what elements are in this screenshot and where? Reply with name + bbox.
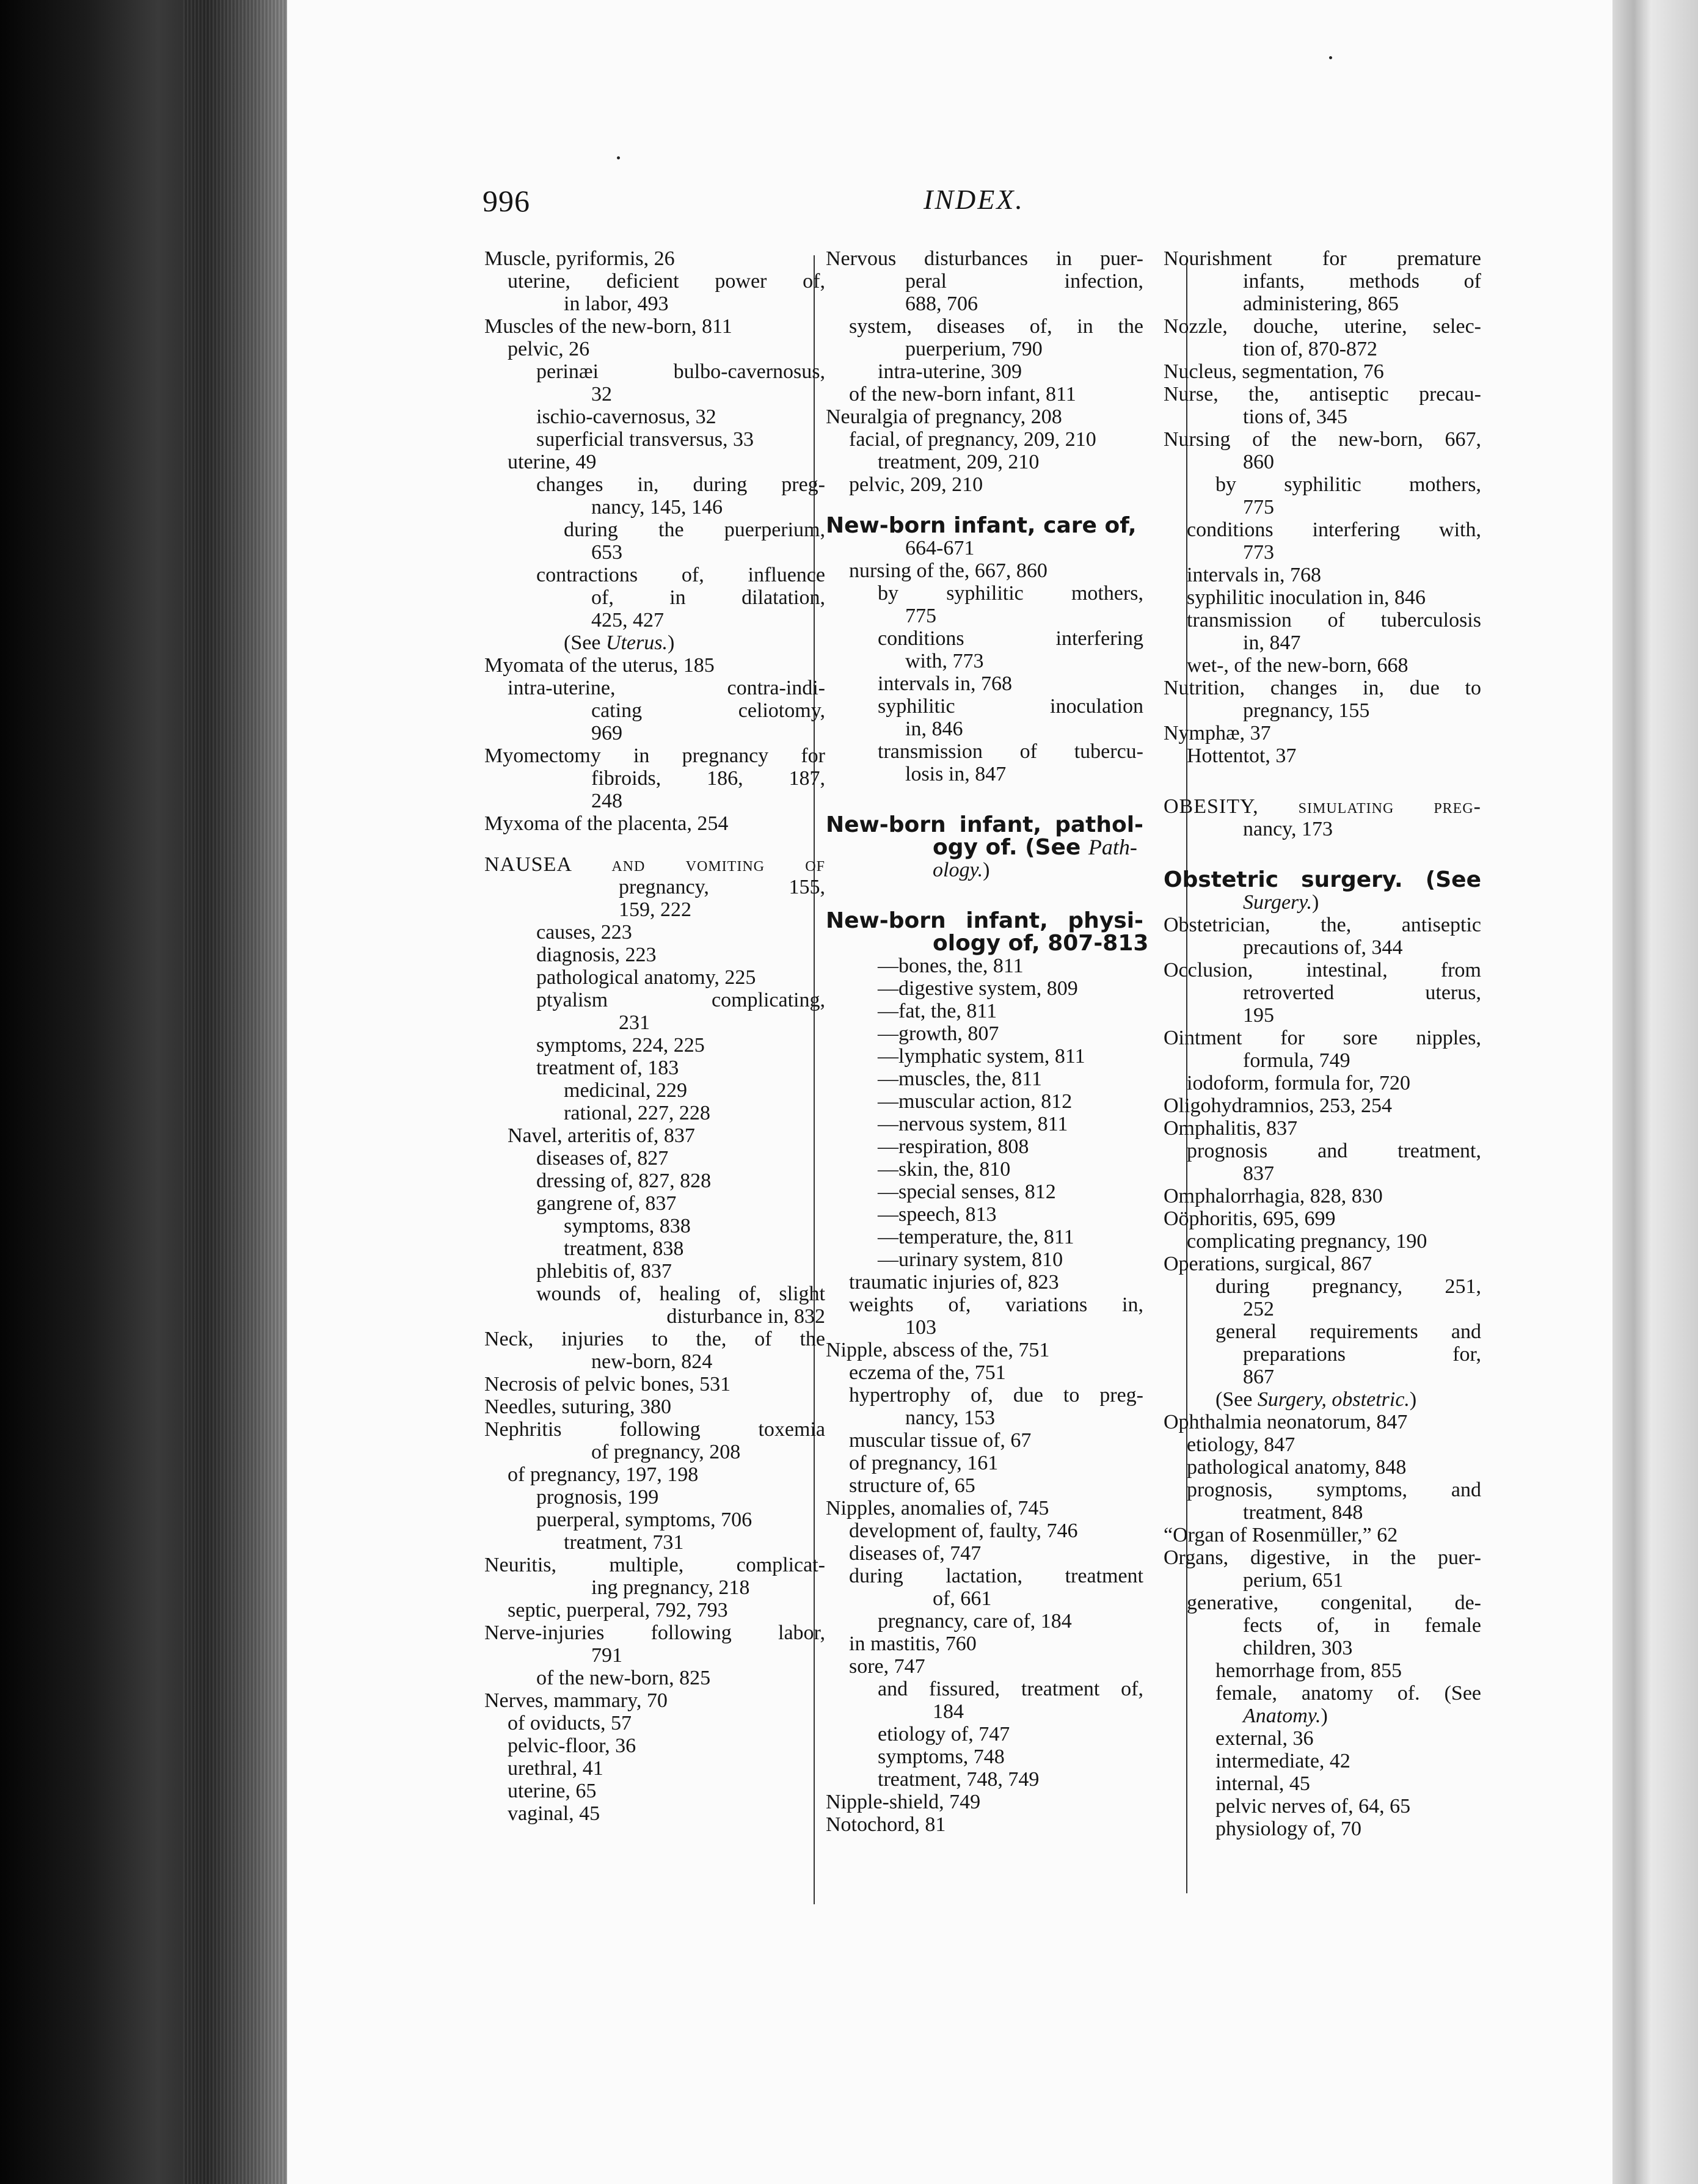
index-entry: —growth, 807 xyxy=(878,1022,999,1045)
index-entry: hypertrophy of, due to preg- xyxy=(849,1384,1143,1407)
cross-reference: Uterus. xyxy=(605,632,668,654)
index-entry: complicating pregnancy, 190 xyxy=(1187,1230,1427,1253)
index-entry: intra-uterine, 309 xyxy=(878,360,1022,383)
index-entry: tions of, 345 xyxy=(1243,406,1347,428)
index-entry: Oöphoritis, 695, 699 xyxy=(1164,1207,1336,1230)
index-entry: pregnancy, 155 xyxy=(1243,699,1370,722)
index-entry: 867 xyxy=(1243,1366,1274,1388)
index-entry: in labor, 493 xyxy=(564,293,669,315)
index-entry: vaginal, 45 xyxy=(508,1802,600,1825)
index-entry: of oviducts, 57 xyxy=(508,1712,632,1734)
index-entry: internal, 45 xyxy=(1215,1772,1310,1795)
index-entry: diseases of, 747 xyxy=(849,1542,982,1565)
index-entry: 159, 222 xyxy=(619,898,691,921)
index-entry: uterine, 49 xyxy=(508,451,597,473)
index-entry: Nucleus, segmentation, 76 xyxy=(1164,360,1384,383)
index-entry: of pregnancy, 161 xyxy=(849,1452,999,1474)
index-entry: 231 xyxy=(619,1011,650,1034)
index-entry: changes in, during preg- xyxy=(536,473,825,496)
index-entry: pregnancy, care of, 184 xyxy=(878,1610,1072,1633)
index-entry: Necrosis of pelvic bones, 531 xyxy=(484,1373,731,1396)
index-entry: Needles, suturing, 380 xyxy=(484,1396,671,1418)
index-entry: treatment, 748, 749 xyxy=(878,1768,1040,1791)
index-entry: intervals in, 768 xyxy=(878,672,1013,695)
index-entry: perium, 651 xyxy=(1243,1569,1344,1592)
index-entry: nancy, 173 xyxy=(1243,818,1333,840)
index-column-1 xyxy=(484,247,825,1825)
index-entry: ing pregnancy, 218 xyxy=(591,1576,750,1599)
index-entry: intra-uterine, contra-indi- xyxy=(508,677,825,699)
index-entry: —special senses, 812 xyxy=(878,1181,1056,1203)
index-entry: losis in, 847 xyxy=(905,763,1007,785)
index-entry: ology.) xyxy=(933,859,990,881)
index-entry: Muscles of the new-born, 811 xyxy=(484,315,732,338)
index-entry: pregnancy, 155, xyxy=(619,876,825,898)
index-entry: puerperal, symptoms, 706 xyxy=(536,1509,752,1531)
index-entry: 773 xyxy=(1243,541,1274,564)
index-entry: superficial transversus, 33 xyxy=(536,428,754,451)
cross-reference: Path- xyxy=(1088,835,1137,859)
index-entry: —muscular action, 812 xyxy=(878,1090,1073,1113)
index-entry: —digestive system, 809 xyxy=(878,977,1078,1000)
index-entry: in mastitis, 760 xyxy=(849,1633,977,1655)
index-heading: New-born infant, pathol- xyxy=(826,812,1143,837)
index-entry: pelvic, 209, 210 xyxy=(849,473,983,496)
index-entry: of pregnancy, 197, 198 xyxy=(508,1463,699,1486)
index-entry: dressing of, 827, 828 xyxy=(536,1170,712,1192)
index-entry: uterine, deficient power of, xyxy=(508,270,825,293)
index-entry: Navel, arteritis of, 837 xyxy=(508,1124,695,1147)
index-entry: pelvic-floor, 36 xyxy=(508,1734,636,1757)
index-entry: etiology, 847 xyxy=(1187,1433,1295,1456)
index-entry: Operations, surgical, 867 xyxy=(1164,1253,1372,1275)
index-entry: symptoms, 748 xyxy=(878,1745,1005,1768)
index-entry: wounds of, healing of, slight xyxy=(536,1283,825,1305)
index-entry: treatment, 838 xyxy=(564,1237,684,1260)
index-entry: —fat, the, 811 xyxy=(878,1000,997,1022)
index-entry: etiology of, 747 xyxy=(878,1723,1010,1745)
page-edges xyxy=(183,0,287,2184)
index-entry: gangrene of, 837 xyxy=(536,1192,677,1215)
entry-spacer xyxy=(484,835,825,853)
index-entry: Obstetrician, the, antiseptic xyxy=(1164,914,1481,936)
index-entry: Omphalorrhagia, 828, 830 xyxy=(1164,1185,1383,1207)
index-entry: diagnosis, 223 xyxy=(536,944,657,966)
cross-reference: Surgery. xyxy=(1243,891,1313,914)
index-entry: precautions of, 344 xyxy=(1243,936,1403,959)
index-entry: 103 xyxy=(905,1316,936,1339)
index-entry: and fissured, treatment of, xyxy=(878,1678,1143,1700)
index-entry: general requirements and xyxy=(1215,1320,1481,1343)
index-entry: treatment, 731 xyxy=(564,1531,684,1554)
index-entry: Hottentot, 37 xyxy=(1187,744,1297,767)
index-entry: in, 846 xyxy=(905,718,963,740)
index-entry: rational, 227, 228 xyxy=(564,1102,710,1124)
index-entry: during the puerperium, xyxy=(564,519,825,541)
index-entry: symptoms, 838 xyxy=(564,1215,691,1237)
index-entry: tion of, 870-872 xyxy=(1243,338,1378,360)
index-entry: (See Uterus.) xyxy=(564,632,675,654)
index-entry: muscular tissue of, 67 xyxy=(849,1429,1032,1452)
index-entry: medicinal, 229 xyxy=(564,1079,688,1102)
index-entry: Nursing of the new-born, 667, xyxy=(1164,428,1481,451)
index-entry: disturbance in, 832 xyxy=(666,1305,825,1328)
index-entry: intermediate, 42 xyxy=(1215,1750,1350,1772)
index-entry: syphilitic inoculation in, 846 xyxy=(1187,586,1426,609)
index-entry: 184 xyxy=(933,1700,964,1723)
index-entry: “Organ of Rosenmüller,” 62 xyxy=(1164,1524,1398,1546)
index-entry: formula, 749 xyxy=(1243,1049,1350,1072)
entry-spacer xyxy=(1164,767,1481,795)
index-entry: female, anatomy of. (See xyxy=(1215,1682,1481,1705)
adjacent-page-edge xyxy=(1612,0,1698,2184)
index-entry: fibroids, 186, 187, xyxy=(591,767,825,790)
index-entry: Nervous disturbances in puer- xyxy=(826,247,1143,270)
index-entry: 860 xyxy=(1243,451,1274,473)
index-entry: Nipples, anomalies of, 745 xyxy=(826,1497,1049,1520)
index-entry: syphilitic inoculation xyxy=(878,695,1143,718)
index-entry: development of, faulty, 746 xyxy=(849,1520,1078,1542)
index-entry: —skin, the, 810 xyxy=(878,1158,1011,1181)
index-entry: prognosis, symptoms, and xyxy=(1187,1479,1481,1501)
index-entry: —respiration, 808 xyxy=(878,1135,1029,1158)
print-speck xyxy=(1329,56,1332,59)
index-entry: nancy, 145, 146 xyxy=(591,496,723,519)
index-entry: Neuralgia of pregnancy, 208 xyxy=(826,406,1062,428)
index-column-2 xyxy=(826,247,1149,1836)
index-entry: preparations for, xyxy=(1243,1343,1481,1366)
index-entry: Myxoma of the placenta, 254 xyxy=(484,812,729,835)
index-entry: of the new-born infant, 811 xyxy=(849,383,1076,406)
index-entry: —muscles, the, 811 xyxy=(878,1068,1042,1090)
index-entry: eczema of the, 751 xyxy=(849,1361,1006,1384)
index-entry: facial, of pregnancy, 209, 210 xyxy=(849,428,1096,451)
index-heading: ology of, 807-813 xyxy=(933,931,1149,956)
index-entry: administering, 865 xyxy=(1243,293,1399,315)
index-entry: —urinary system, 810 xyxy=(878,1248,1063,1271)
index-entry: Nurse, the, antiseptic precau- xyxy=(1164,383,1481,406)
page-number: 996 xyxy=(483,184,530,218)
index-entry: during pregnancy, 251, xyxy=(1215,1275,1481,1298)
index-entry: Nipple, abscess of the, 751 xyxy=(826,1339,1050,1361)
index-entry: infants, methods of xyxy=(1243,270,1481,293)
index-entry: treatment of, 183 xyxy=(536,1057,679,1079)
index-entry: external, 36 xyxy=(1215,1727,1314,1750)
index-entry: NAUSEA and vomiting of xyxy=(484,853,825,876)
index-entry: phlebitis of, 837 xyxy=(536,1260,672,1283)
index-entry: peral infection, xyxy=(905,270,1143,293)
index-column-3 xyxy=(1164,247,1481,1840)
index-entry: —temperature, the, 811 xyxy=(878,1226,1074,1248)
index-entry: Nerve-injuries following labor, xyxy=(484,1622,825,1644)
index-entry: puerperium, 790 xyxy=(905,338,1043,360)
index-entry: ptyalism complicating, xyxy=(536,989,825,1011)
index-entry: Organs, digestive, in the puer- xyxy=(1164,1546,1481,1569)
index-entry: physiology of, 70 xyxy=(1215,1818,1361,1840)
entry-spacer xyxy=(1164,840,1481,868)
index-entry: generative, congenital, de- xyxy=(1187,1592,1481,1614)
index-entry: prognosis, 199 xyxy=(536,1486,659,1509)
running-head: INDEX. xyxy=(924,184,1024,215)
index-entry: Oligohydramnios, 253, 254 xyxy=(1164,1094,1392,1117)
index-entry: pelvic nerves of, 64, 65 xyxy=(1215,1795,1411,1818)
index-entry: transmission of tubercu- xyxy=(878,740,1143,763)
cross-reference: ology. xyxy=(933,859,983,881)
index-entry: system, diseases of, in the xyxy=(849,315,1143,338)
entry-spacer xyxy=(826,785,1143,814)
index-heading: Obstetric surgery. (See xyxy=(1164,867,1481,892)
index-entry: —bones, the, 811 xyxy=(878,955,1024,977)
index-entry: structure of, 65 xyxy=(849,1474,975,1497)
index-entry: Myomectomy in pregnancy for xyxy=(484,744,825,767)
index-entry: treatment, 848 xyxy=(1243,1501,1363,1524)
index-entry: cating celiotomy, xyxy=(591,699,825,722)
index-entry: prognosis and treatment, xyxy=(1187,1140,1481,1162)
index-entry: 653 xyxy=(591,541,622,564)
index-entry: Nephritis following toxemia xyxy=(484,1418,825,1441)
index-entry: of, 661 xyxy=(933,1587,992,1610)
index-entry: OBESITY, simulating preg- xyxy=(1164,795,1481,818)
index-entry: of, in dilatation, xyxy=(591,586,825,609)
index-entry: pelvic, 26 xyxy=(508,338,590,360)
index-entry: Ointment for sore nipples, xyxy=(1164,1027,1481,1049)
index-heading: New-born infant, physi- xyxy=(826,908,1143,933)
index-entry: sore, 747 xyxy=(849,1655,925,1678)
index-entry: treatment, 209, 210 xyxy=(878,451,1040,473)
print-speck xyxy=(617,156,620,159)
index-entry: 837 xyxy=(1243,1162,1274,1185)
index-heading: ogy of. (See Path- xyxy=(933,835,1137,860)
index-entry: Nerves, mammary, 70 xyxy=(484,1689,668,1712)
index-entry: new-born, 824 xyxy=(591,1350,713,1373)
index-entry: perinæi bulbo-cavernosus, xyxy=(536,360,825,383)
index-entry: Myomata of the uterus, 185 xyxy=(484,654,715,677)
index-entry: Anatomy.) xyxy=(1243,1705,1328,1727)
index-entry: Notochord, 81 xyxy=(826,1813,946,1836)
index-entry: transmission of tuberculosis xyxy=(1187,609,1481,632)
index-entry: Nymphæ, 37 xyxy=(1164,722,1271,744)
index-entry: weights of, variations in, xyxy=(849,1294,1143,1316)
index-entry: 688, 706 xyxy=(905,293,978,315)
index-entry: with, 773 xyxy=(905,650,984,672)
index-entry: by syphilitic mothers, xyxy=(1215,473,1481,496)
index-entry: Nutrition, changes in, due to xyxy=(1164,677,1481,699)
index-entry: nancy, 153 xyxy=(905,1407,995,1429)
index-entry: by syphilitic mothers, xyxy=(878,582,1143,605)
index-entry: nursing of the, 667, 860 xyxy=(849,559,1048,582)
index-entry: during lactation, treatment xyxy=(849,1565,1143,1587)
index-entry: Nozzle, douche, uterine, selec- xyxy=(1164,315,1481,338)
index-entry: —lymphatic system, 811 xyxy=(878,1045,1085,1068)
index-entry: Muscle, pyriformis, 26 xyxy=(484,247,675,270)
index-entry: (See Surgery, obstetric.) xyxy=(1215,1388,1417,1411)
cross-reference: Anatomy. xyxy=(1243,1705,1321,1727)
index-entry: —speech, 813 xyxy=(878,1203,997,1226)
index-entry: 248 xyxy=(591,790,622,812)
index-heading: New-born infant, care of, xyxy=(826,513,1137,538)
index-entry: 775 xyxy=(905,605,936,627)
index-entry: hemorrhage from, 855 xyxy=(1215,1659,1402,1682)
index-entry: conditions interfering with, xyxy=(1187,519,1481,541)
index-entry: —nervous system, 811 xyxy=(878,1113,1068,1135)
index-entry: Omphalitis, 837 xyxy=(1164,1117,1298,1140)
index-entry: children, 303 xyxy=(1243,1637,1353,1659)
index-entry: pathological anatomy, 848 xyxy=(1187,1456,1407,1479)
index-entry: Neuritis, multiple, complicat- xyxy=(484,1554,825,1576)
index-entry: 425, 427 xyxy=(591,609,664,632)
index-entry: Nipple-shield, 749 xyxy=(826,1791,981,1813)
index-entry: of the new-born, 825 xyxy=(536,1667,711,1689)
index-entry: fects of, in female xyxy=(1243,1614,1481,1637)
index-entry: 32 xyxy=(591,383,612,406)
index-entry: pathological anatomy, 225 xyxy=(536,966,756,989)
index-entry: uterine, 65 xyxy=(508,1780,597,1802)
index-entry: iodoform, formula for, 720 xyxy=(1187,1072,1410,1094)
index-entry: retroverted uterus, xyxy=(1243,981,1481,1004)
index-entry: symptoms, 224, 225 xyxy=(536,1034,705,1057)
entry-spacer xyxy=(826,496,1143,514)
index-entry: septic, puerperal, 792, 793 xyxy=(508,1599,728,1622)
index-entry: in, 847 xyxy=(1243,632,1301,654)
cross-reference: Surgery, obstetric. xyxy=(1257,1388,1410,1411)
index-entry: 791 xyxy=(591,1644,622,1667)
index-entry: 969 xyxy=(591,722,622,744)
entry-spacer xyxy=(826,881,1143,909)
index-entry: wet-, of the new-born, 668 xyxy=(1187,654,1408,677)
index-entry: conditions interfering xyxy=(878,627,1143,650)
index-entry: 195 xyxy=(1243,1004,1274,1027)
index-entry: Nourishment for premature xyxy=(1164,247,1481,270)
index-entry: 775 xyxy=(1243,496,1274,519)
index-entry: intervals in, 768 xyxy=(1187,564,1322,586)
index-entry: Occlusion, intestinal, from xyxy=(1164,959,1481,981)
index-entry: ischio-cavernosus, 32 xyxy=(536,406,716,428)
index-entry: 664-671 xyxy=(905,537,975,559)
index-entry: causes, 223 xyxy=(536,921,632,944)
index-entry: Neck, injuries to the, of the xyxy=(484,1328,825,1350)
index-entry: contractions of, influence xyxy=(536,564,825,586)
index-entry: Surgery.) xyxy=(1243,891,1319,914)
index-entry: of pregnancy, 208 xyxy=(591,1441,741,1463)
index-entry: 252 xyxy=(1243,1298,1274,1320)
index-entry: Ophthalmia neonatorum, 847 xyxy=(1164,1411,1408,1433)
index-entry: urethral, 41 xyxy=(508,1757,603,1780)
index-entry: traumatic injuries of, 823 xyxy=(849,1271,1059,1294)
index-entry: diseases of, 827 xyxy=(536,1147,669,1170)
